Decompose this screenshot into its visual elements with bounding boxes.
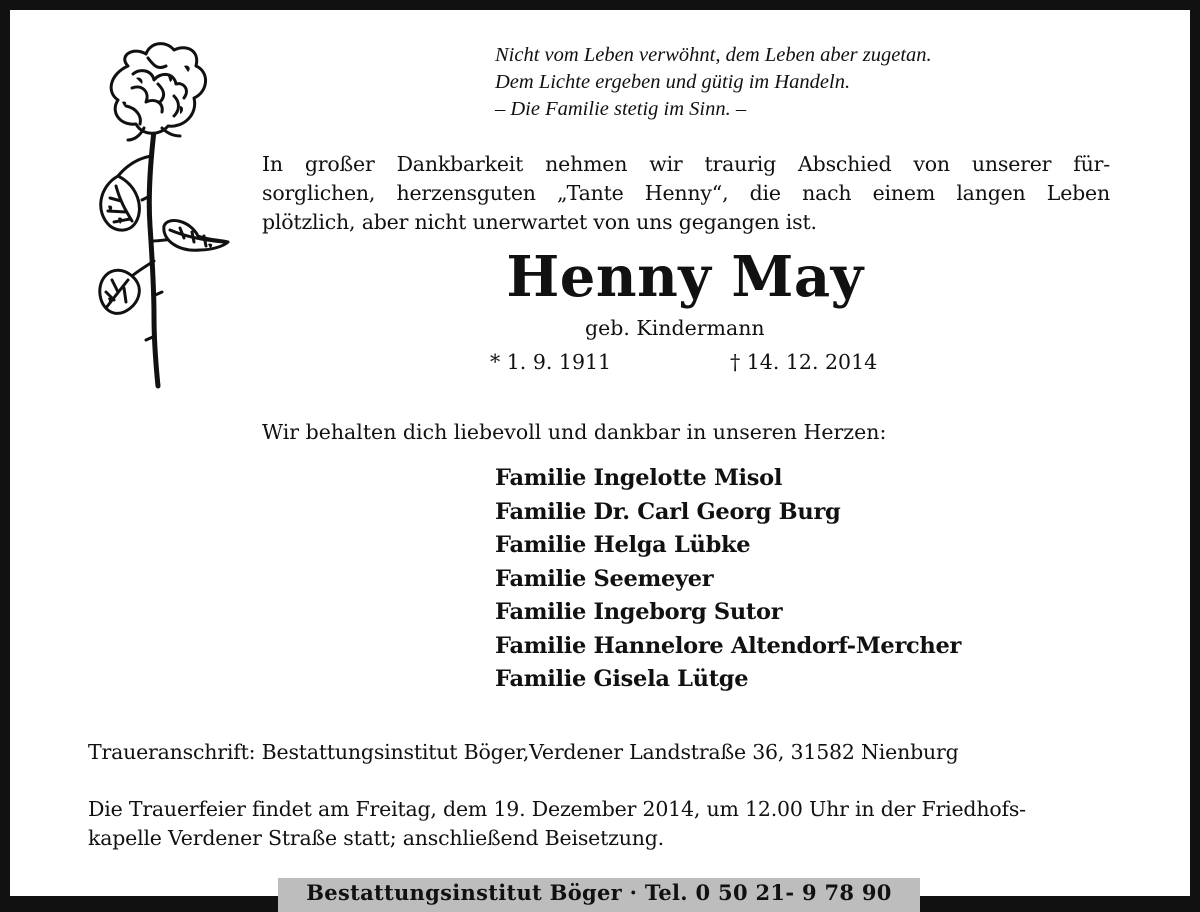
family-item: Familie Dr. Carl Georg Burg [495,498,841,525]
ceremony-line: kapelle Verdener Straße statt; anschließend Beisetzung. [88,826,664,850]
family-item: Familie Ingeborg Sutor [495,599,783,625]
families-list [495,462,961,697]
ceremony-line: Die Trauerfeier findet am Freitag, dem 19. Dezember 2014, um 12.00 Uhr in der Friedhofs- [88,797,1026,821]
mourning-address: Traueranschrift: Bestattungsinstitut Böger,Verdener Landstraße 36, 31582 Nienburg [88,740,959,764]
motto-line: Dem Lichte ergeben und gütig im Handeln. [495,71,851,93]
birth-name: geb. Kindermann [585,316,765,340]
motto-line: – Die Familie stetig im Sinn. – [495,98,747,120]
ceremony-info [88,795,1110,853]
family-item: Familie Seemeyer [495,565,714,592]
family-item: Familie Helga Lübke [495,532,751,558]
date-born: * 1. 9. 1911 [490,350,612,374]
motto [495,42,932,123]
family-item: Familie Hannelore Altendorf-Mercher [495,632,962,659]
deceased-name: Henny May [506,244,864,310]
footer-contact: Bestattungsinstitut Böger · Tel. 0 50 21- 9 78 90 [306,880,892,905]
intro-line: sorglichen, herzensguten „Tante Henny“, die nach einem langen Leben [262,181,1110,205]
motto-line: Nicht vom Leben verwöhnt, dem Leben aber zugetan. [495,44,932,66]
intro-paragraph [262,150,1110,237]
intro-line: plötzlich, aber nicht unerwartet von uns gegangen ist. [262,210,817,234]
family-item: Familie Gisela Lütge [495,666,749,692]
rose-icon [88,36,238,391]
intro-line: In großer Dankbarkeit nehmen wir traurig Abschied von unserer für- [262,152,1110,176]
farewell-text: Wir behalten dich liebevoll und dankbar in unseren Herzen: [262,420,887,444]
family-item: Familie Ingelotte Misol [495,465,783,491]
date-died: † 14. 12. 2014 [730,350,878,374]
